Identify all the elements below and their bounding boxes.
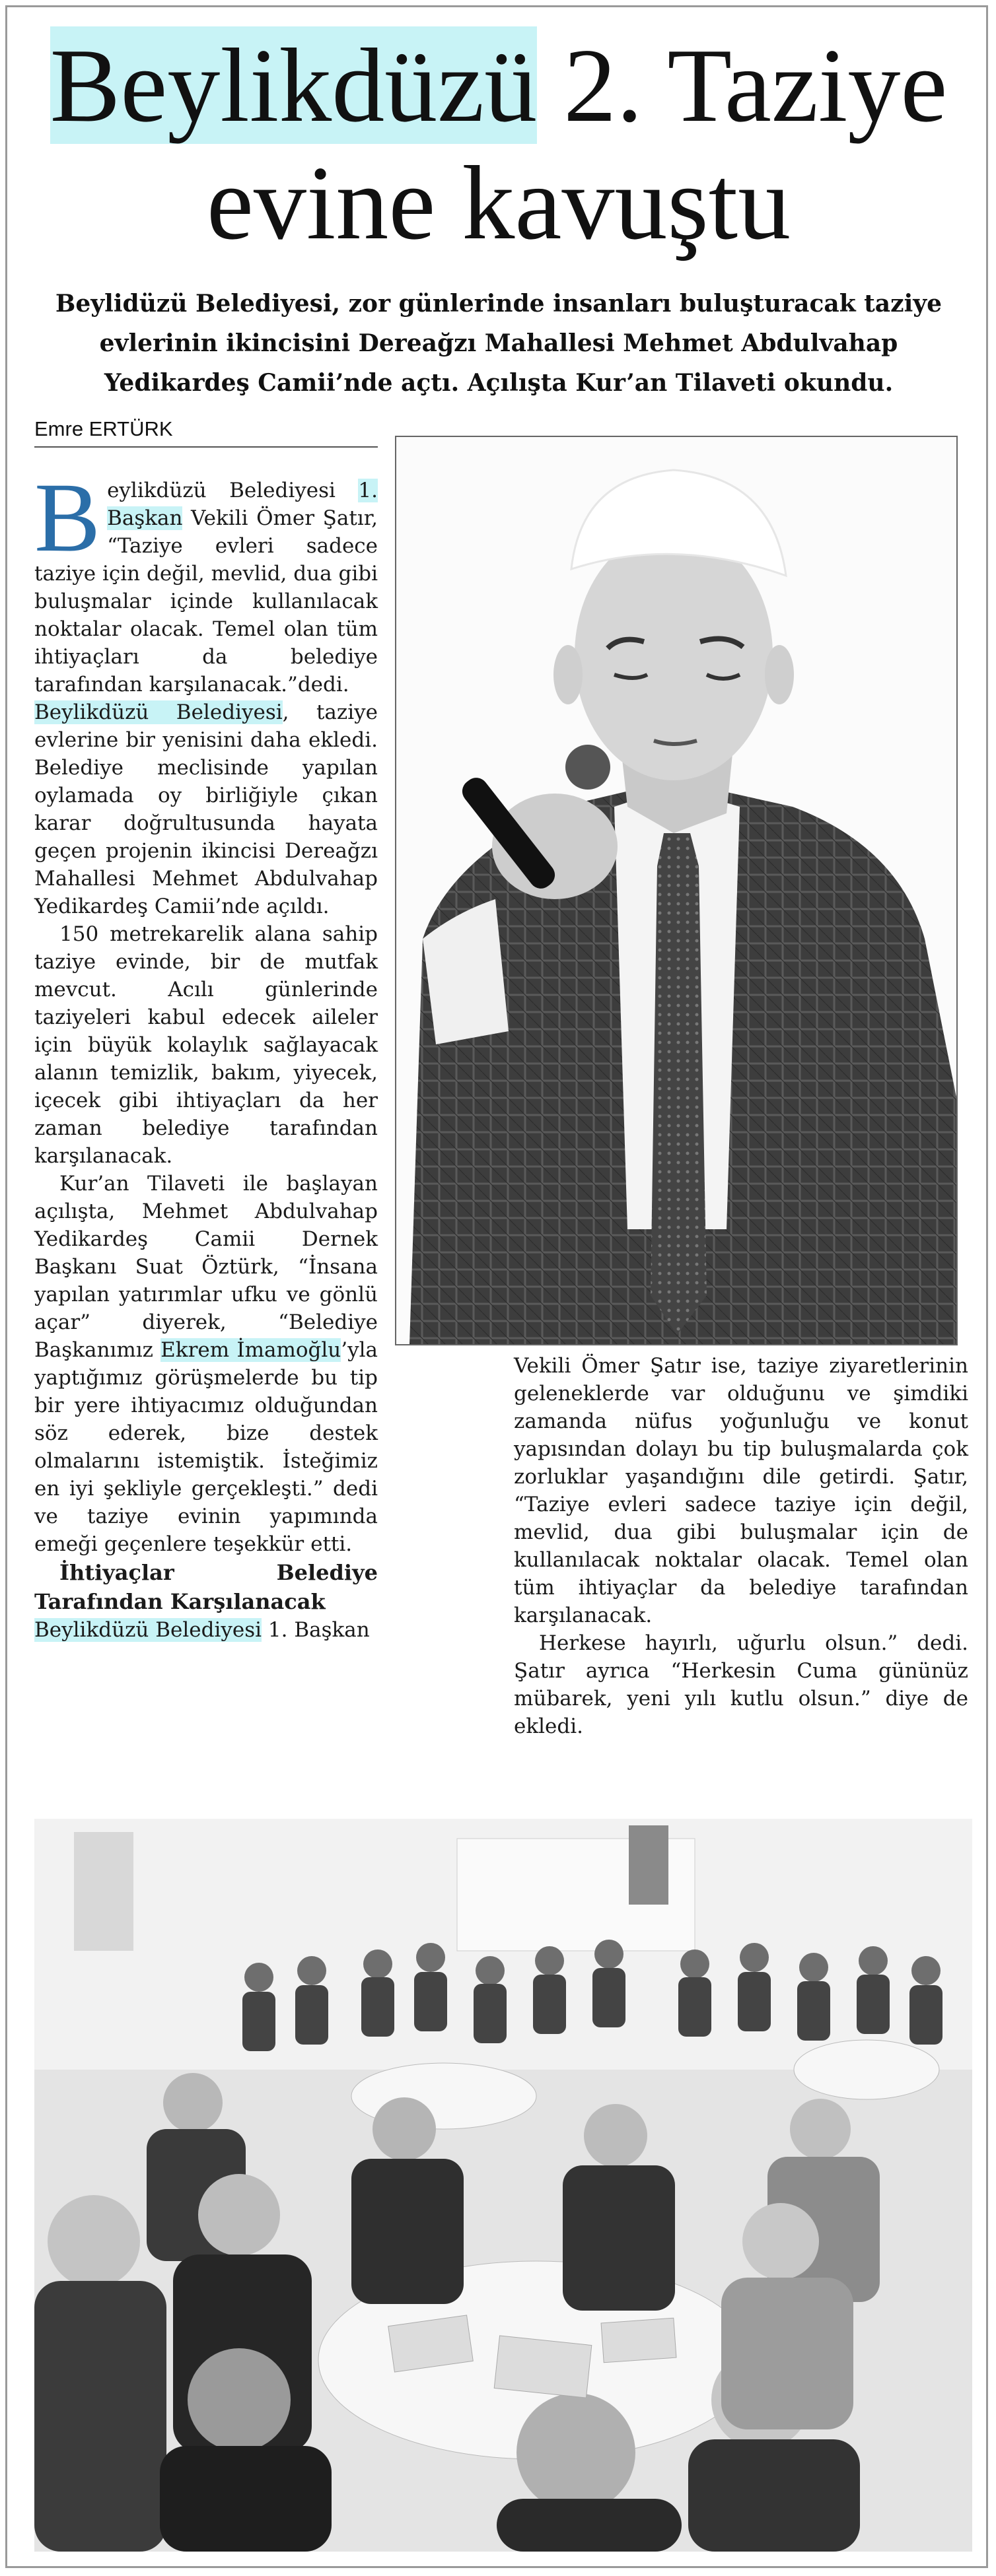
paragraph-7: Herkese hayırlı, uğurlu olsun.” dedi. Şatır ayrıca “Herkesin Cuma gününüz mübarek, yeni yılı kutlu olsun.” diye de ekledi. xyxy=(514,1631,968,1738)
headline xyxy=(40,26,958,261)
gathering-photo xyxy=(34,1819,972,2552)
gathering-photo-illustration xyxy=(34,1819,972,2552)
byline: Emre ERTÜRK xyxy=(34,417,378,448)
paragraph-5 xyxy=(34,1616,378,1644)
p4-highlight: Ekrem İmamoğlu xyxy=(160,1338,341,1362)
p1-text-a: eylikdüzü Belediyesi xyxy=(107,479,359,502)
headline-line1-rest: 2. Taziye xyxy=(563,26,948,144)
p4-text-a: Kur’an Tilaveti ile başlayan açılışta, Mehmet Abdulvahap Yedikardeş Camii Dernek Başkanı Suat Öztürk, “İnsana yapılan yatırımlar ufku ve gönlü açar” diyerek, “Belediye Başkanımız xyxy=(34,1172,378,1362)
headline-highlight: Beylikdüzü xyxy=(50,26,538,144)
p2-text: , taziye evlerine bir yenisini daha ekledi. Belediye meclisinde yapılan oylamada oy birliğiyle çıkan karar doğrultusunda hayata geçen projenin ikincisi Dereağzı Mahallesi Mehmet Abdulvahap Yedikardeş Camii’nde açıldı. xyxy=(34,700,378,918)
p2-highlight: Beylikdüzü Belediyesi xyxy=(34,700,283,724)
p4-text-b: ’yla yaptığımız görüşmelerde bu tip bir yere ihtiyacımız olduğundan söz ederek, bize destek olmalarını istemiştik. İsteğimiz en iyi şekliyle gerçekleşti.” dedi ve taziye evinin yapımında emeği geçenlere teşekkür etti. xyxy=(34,1338,378,1556)
p1-highlight: 1. Başkan xyxy=(107,479,378,530)
paragraph-3: 150 metrekarelik alana sahip taziye evinde, bir de mutfak mevcut. Acılı günlerinde taziyeleri kabul edecek aileler için büyük kolaylık sağlayacak alanın temizlik, bakım, yiyecek, içecek gibi ihtiyaçları da her zaman belediye tarafından karşılanacak. xyxy=(34,922,378,1168)
paragraph-4 xyxy=(34,1170,378,1558)
paragraph-2 xyxy=(34,698,378,920)
article-deck: Beylidüzü Belediyesi, zor günlerinde insanları buluşturacak taziye evlerinin ikincisini Dereağzı Mahallesi Mehmet Abdulvahap Yedikardeş Camii’nde açtı. Açılışta Kur’an Tilaveti okundu. xyxy=(55,290,943,397)
subheading: İhtiyaçlar Belediye Tarafından Karşılanacak xyxy=(34,1560,378,1614)
text-column-left xyxy=(34,463,378,1644)
singer-photo-illustration xyxy=(396,437,956,1344)
drop-cap: B xyxy=(34,463,101,572)
headline-line2: evine kavuştu xyxy=(206,144,791,261)
p1-text-b: Vekili Ömer Şatır, “Taziye evleri sadece taziye için değil, mevlid, dua gibi buluşmalar içinde kullanılacak noktalar olacak. Temel olan tüm ihtiyaçları da belediye tarafından karşılanacak.”dedi. xyxy=(34,506,378,696)
text-column-right xyxy=(514,1352,968,1740)
paragraph-6: Vekili Ömer Şatır ise, taziye ziyaretlerinin geleneklerde var olduğunu ve şimdiki zamanda nüfus yoğunluğu ve konut yapısından dolayı bu tip buluşmalarda çok zorluklar yaşandığını dile getirdi. Şatır, “Taziye evleri sadece taziye için değil, mevlid, dua gibi buluşmalar için de kullanılacak noktalar olacak. Temel olan tüm ihtiyaçlar da belediye tarafından karşılanacak. xyxy=(514,1354,968,1627)
paragraph-1 xyxy=(34,463,378,698)
singer-photo xyxy=(395,436,958,1345)
p5-text: 1. Başkan xyxy=(262,1618,370,1642)
p5-highlight: Beylikdüzü Belediyesi xyxy=(34,1618,262,1642)
